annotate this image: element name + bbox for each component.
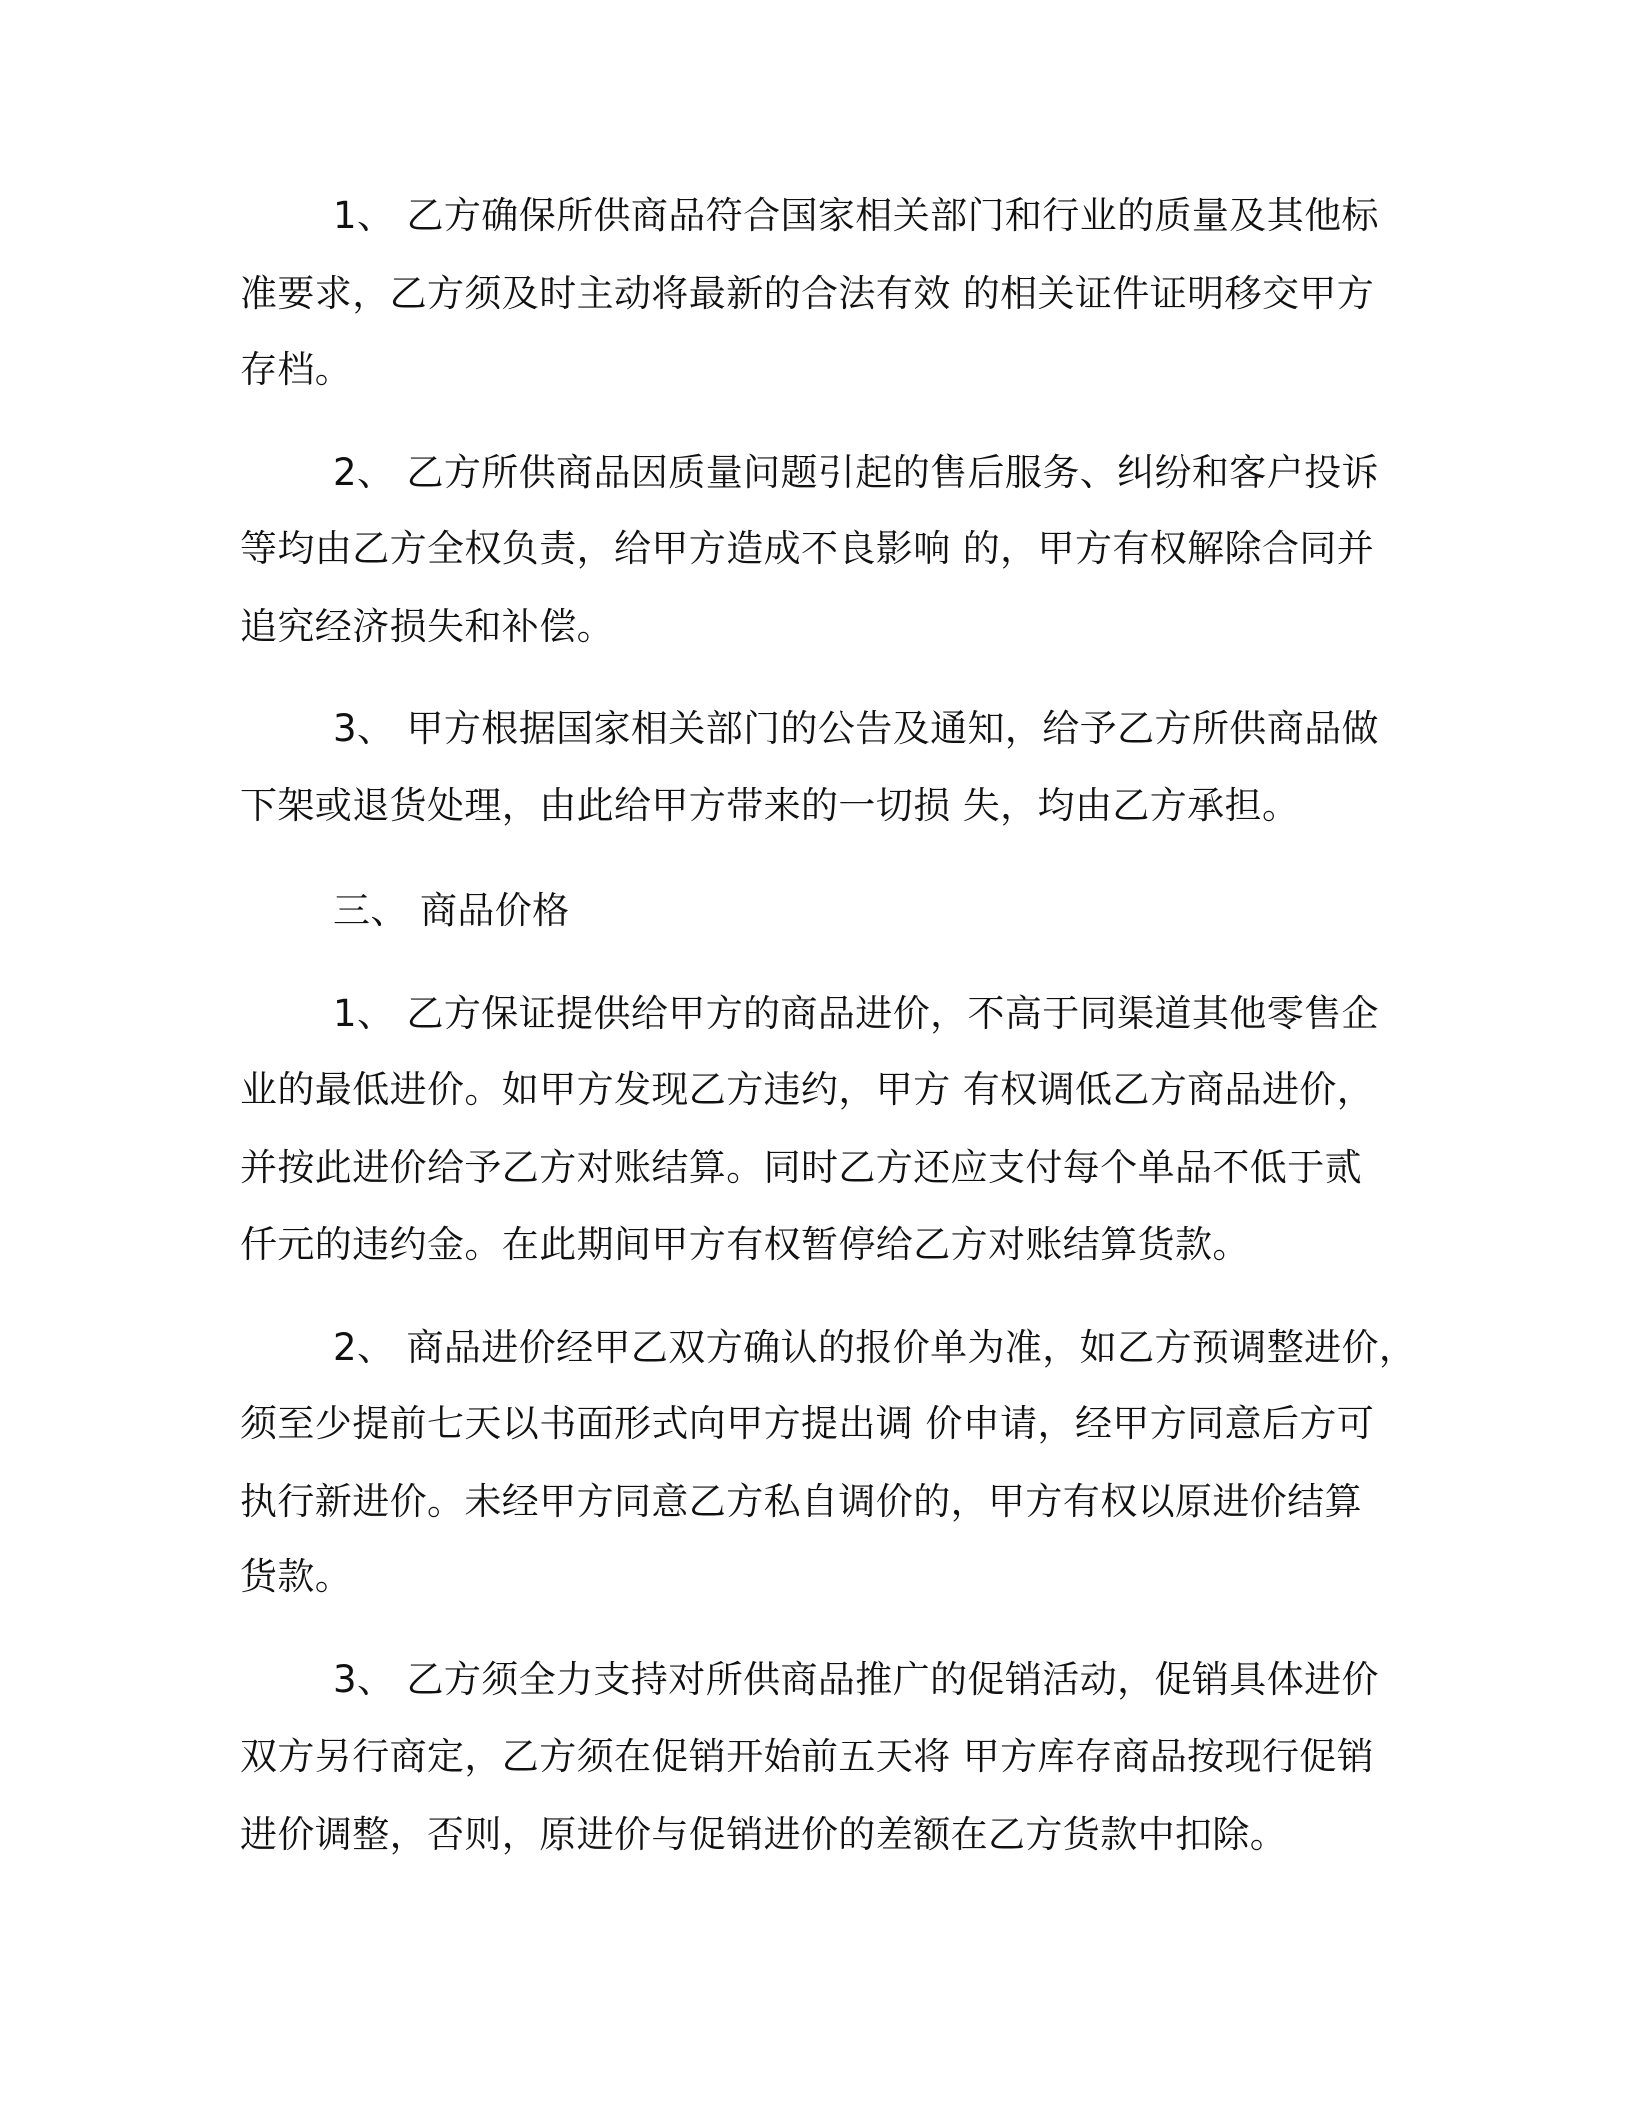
paragraph-line: 下架或退货处理，由此给甲方带来的一切损 失，均由乙方承担。 (240, 784, 1300, 827)
paragraph-line: 执行新进价。未经甲方同意乙方私自调价的，甲方有权以原进价结算 (240, 1480, 1362, 1523)
paragraph-line: 仟元的违约金。在此期间甲方有权暂停给乙方对账结算货款。 (240, 1223, 1250, 1266)
paragraph-line: 准要求，乙方须及时主动将最新的合法有效 的相关证件证明移交甲方 (240, 272, 1375, 315)
paragraph-line: 追究经济损失和补偿。 (240, 605, 614, 648)
paragraph-line: 进价调整，否则，原进价与促销进价的差额在乙方货款中扣除。 (240, 1813, 1288, 1856)
paragraph-line: 双方另行商定，乙方须在促销开始前五天将 甲方库存商品按现行促销 (240, 1735, 1375, 1778)
section-heading: 三、 商品价格 (333, 889, 570, 932)
paragraph-line: 2、 乙方所供商品因质量问题引起的售后服务、纠纷和客户投诉 (333, 451, 1379, 494)
paragraph-line: 并按此进价给予乙方对账结算。同时乙方还应支付每个单品不低于贰 (240, 1146, 1362, 1189)
paragraph-line: 等均由乙方全权负责，给甲方造成不良影响 的，甲方有权解除合同并 (240, 527, 1375, 570)
paragraph-line: 存档。 (240, 348, 353, 391)
paragraph-line: 3、 乙方须全力支持对所供商品推广的促销活动，促销具体进价 (333, 1658, 1379, 1701)
paragraph-line: 3、 甲方根据国家相关部门的公告及通知，给予乙方所供商品做 (333, 707, 1379, 750)
paragraph-line: 须至少提前七天以书面形式向甲方提出调 价申请，经甲方同意后方可 (240, 1402, 1375, 1445)
paragraph-line: 货款。 (240, 1555, 353, 1598)
paragraph-line: 1、 乙方保证提供给甲方的商品进价，不高于同渠道其他零售企 (333, 992, 1379, 1035)
paragraph-line: 2、 商品进价经甲乙双方确认的报价单为准，如乙方预调整进价， (333, 1326, 1417, 1369)
paragraph-line: 业的最低进价。如甲方发现乙方违约，甲方 有权调低乙方商品进价， (240, 1068, 1375, 1111)
paragraph-line: 1、 乙方确保所供商品符合国家相关部门和行业的质量及其他标 (333, 194, 1379, 237)
